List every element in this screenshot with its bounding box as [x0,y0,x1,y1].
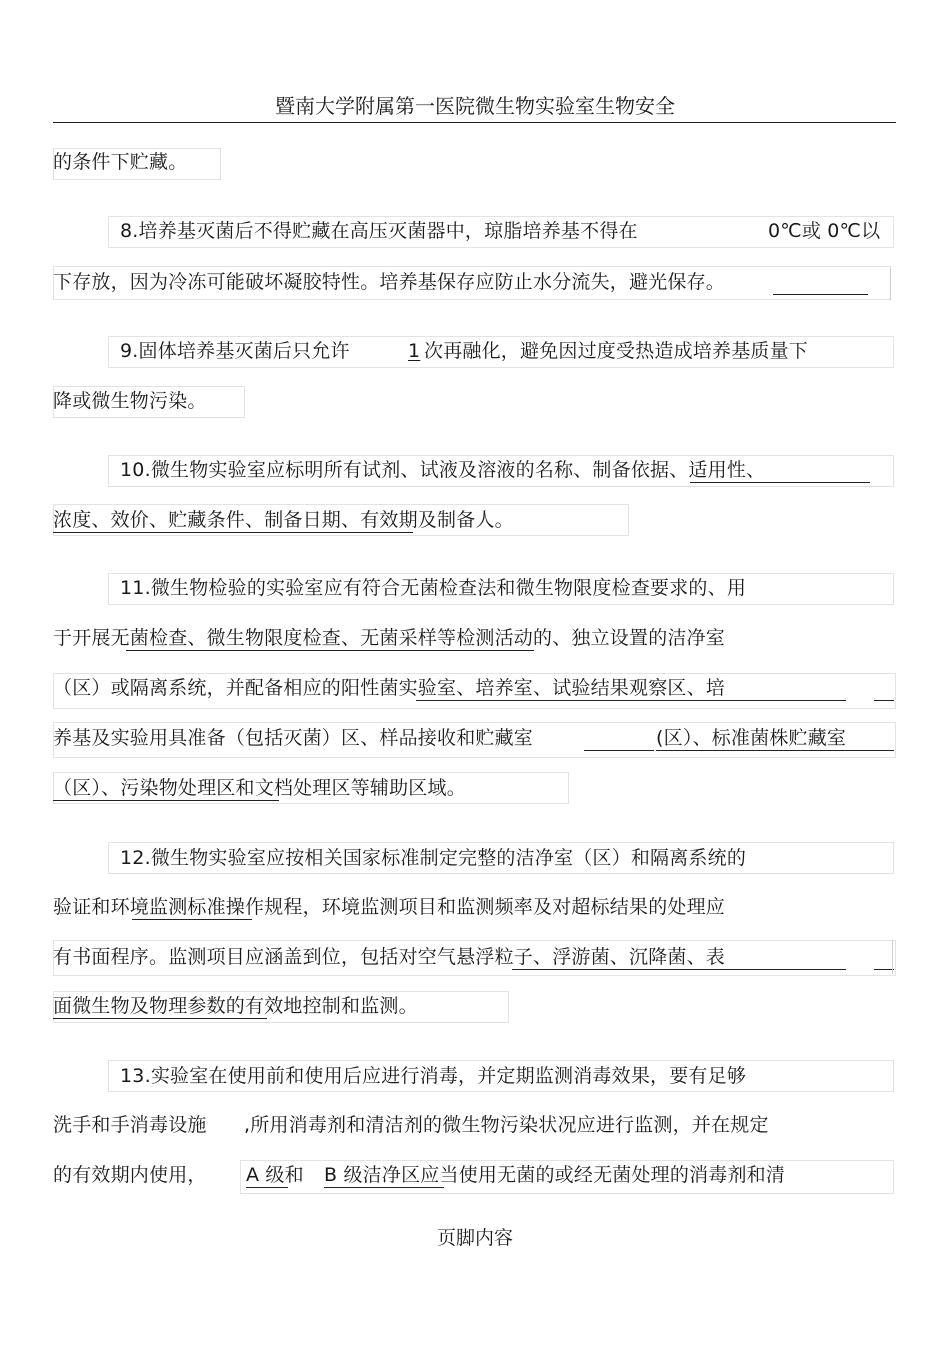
text-line: 有书面程序。监测项目应涵盖到位，包括对空气悬浮粒子、浮游菌、沉降菌、表 [53,946,726,968]
text-line: 次再融化，避免因过度受热造成培养基质量下 [424,340,809,362]
text-line: 的有效期内使用， [53,1164,207,1186]
text-line: A 级和 [246,1164,304,1186]
text-line: 12.微生物实验室应按相关国家标准制定完整的洁净室（区）和隔离系统的 [120,847,747,869]
text-line: B 级洁净区应当使用无菌的或经无菌处理的消毒剂和清 [324,1164,786,1186]
edge-mark [890,268,891,300]
text-line: 13.实验室在使用前和使用后应进行消毒，并定期监测消毒效果，要有足够 [120,1065,747,1087]
edge-mark [892,940,893,974]
text-line: 降或微生物污染。 [53,390,207,412]
text-line: 面微生物及物理参数的有效地控制和监测。 [53,995,418,1017]
text-line: (区）、标准菌株贮藏室 [656,727,847,749]
fill-blank-line [584,750,654,751]
fill-blank-line [53,800,279,801]
fill-blank-line [132,919,252,920]
page-header-title: 暨南大学附属第一医院微生物实验室生物安全 [275,94,675,118]
fill-blank-line [874,700,894,701]
text-line [120,219,638,243]
text-line: 养基及实验用具准备（包括灭菌）区、样品接收和贮藏室 [53,727,534,749]
fill-blank-line [246,1187,288,1188]
fill-blank-line [512,969,846,970]
text-line: 验证和环境监测标准操作规程，环境监测项目和监测频率及对超标结果的处理应 [53,896,726,918]
text-line: 0℃或 0℃以 [768,220,881,242]
text-line: 下存放，因为冷冻可能破坏凝胶特性。培养基保存应防止水分流失，避光保存。 [53,271,726,293]
text-line: 洗手和手消毒设施 [53,1114,207,1136]
text-run: 8.培养基灭菌后不得贮藏在高压灭菌器中，琼脂培养基不得在 [120,220,638,242]
header-rule [53,122,896,123]
fill-blank-line [690,482,870,483]
text-line: （区）或隔离系统，并配备相应的阳性菌实验室、培养室、试验结果观察区、培 [53,677,726,699]
text-line: 10.微生物实验室应标明所有试剂、试液及溶液的名称、制备依据、适用性、 [120,459,766,481]
text-line: （区）、污染物处理区和文档处理区等辅助区域。 [53,777,466,799]
fill-blank-line [53,532,413,533]
text-line: 11.微生物检验的实验室应有符合无菌检查法和微生物限度检查要求的、用 [120,577,747,599]
text-line: 9.固体培养基灭菌后只允许 [120,340,350,362]
text-line: 浓度、效价、贮藏条件、制备日期、有效期及制备人。 [53,509,514,531]
fill-blank-line [324,1187,444,1188]
fill-blank-line [416,700,846,701]
fill-blank-line [773,294,868,295]
fill-blank-line [874,969,894,970]
fill-blank-line [53,1018,267,1019]
text-line: 于开展无菌检查、微生物限度检查、无菌采样等检测活动的、独立设置的洁净室 [53,627,726,649]
text-line: ,所用消毒剂和清洁剂的微生物污染状况应进行监测，并在规定 [244,1114,769,1136]
text-line: 的条件下贮藏。 [53,151,188,173]
fill-blank-line [656,750,894,751]
fill-blank-line [126,650,534,651]
page-footer: 页脚内容 [436,1227,513,1249]
text-line: 1 [408,340,421,362]
